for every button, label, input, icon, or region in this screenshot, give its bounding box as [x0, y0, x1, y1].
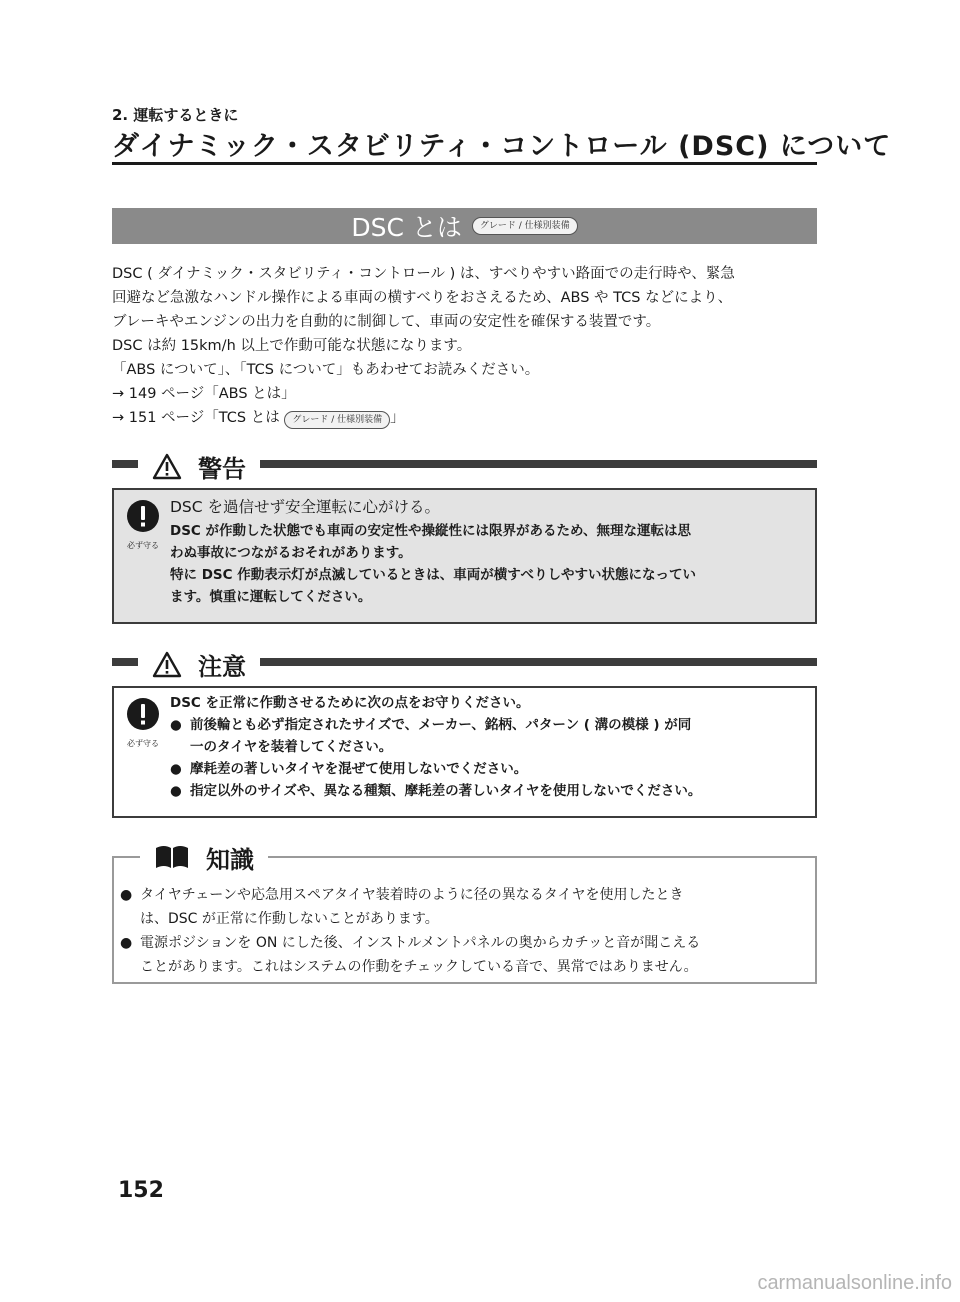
bullet-continuation: は、DSC が正常に作動しないことがあります。 [140, 911, 439, 927]
must-follow-tag: 必ず守る [127, 739, 159, 748]
chapter-heading: 2. 運転するときに [112, 106, 239, 124]
warning-line: わぬ事故につながるおそれがあります。 [170, 545, 412, 561]
warning-text [170, 496, 810, 608]
reference-text: 149 ページ「ABS とは」 [128, 386, 296, 402]
book-icon [154, 844, 190, 870]
bullet-continuation: 一のタイヤを装着してください。 [190, 739, 393, 755]
title-rule [112, 162, 817, 165]
page-reference[interactable] [112, 382, 822, 406]
grade-badge: グレード / 仕様別装備 [472, 217, 578, 235]
caution-bullet [170, 780, 810, 802]
bullet-icon: ● [120, 935, 133, 951]
caution-label: 注意 [198, 652, 246, 681]
warning-line: DSC が作動した状態でも車両の安定性や操縦性には限界があるため、無理な運転は思 [170, 523, 691, 539]
bullet-icon: ● [170, 761, 182, 777]
warning-line: ます。慎重に運転してください。 [170, 589, 372, 605]
caution-triangle-icon [152, 651, 182, 678]
caution-bullet [170, 758, 810, 780]
watermark: carmanualsonline.info [757, 1272, 952, 1294]
page-number: 152 [118, 1178, 164, 1203]
intro-line: 回避など急激なハンドル操作による車両の横すべりをおさえるため、ABS や TCS などにより、 [112, 290, 733, 306]
page-reference[interactable] [112, 406, 822, 430]
arrow-icon: → [112, 386, 125, 402]
grade-badge: グレード / 仕様別装備 [284, 411, 390, 429]
caution-text [170, 692, 810, 802]
warning-header [138, 448, 260, 484]
warning-triangle-icon [152, 453, 182, 480]
bullet-continuation: ことがあります。これはシステムの作動をチェックしている音で、異常ではありません。 [140, 959, 698, 975]
section-title: DSC とは [351, 213, 462, 242]
warning-line: 特に DSC 作動表示灯が点滅しているときは、車両が横すべりしやすい状態になってい [170, 567, 696, 583]
reference-text: 151 ページ「TCS とは [128, 410, 280, 426]
reference-close: 」 [390, 410, 405, 426]
exclamation-circle-icon [125, 498, 161, 534]
must-follow-mark [120, 696, 166, 749]
knowledge-text [120, 883, 820, 979]
knowledge-bullet [120, 931, 820, 955]
warning-lead: DSC を過信せず安全運転に心がける。 [170, 498, 441, 516]
intro-line: ブレーキやエンジンの出力を自動的に制御して、車両の安定性を確保する装置です。 [112, 314, 661, 330]
must-follow-tag: 必ず守る [127, 541, 159, 550]
bullet-text: 前後輪とも必ず指定されたサイズで、メーカー、銘柄、パターン ( 溝の模様 ) が同 [190, 717, 692, 733]
bullet-icon: ● [120, 887, 133, 903]
bullet-text: 摩耗差の著しいタイヤを混ぜて使用しないでください。 [190, 761, 528, 777]
bullet-text: 指定以外のサイズや、異なる種類、摩耗差の著しいタイヤを使用しないでください。 [190, 783, 702, 799]
intro-line: DSC ( ダイナミック・スタビリティ・コントロール ) は、すべりやすい路面での走行時や、緊急 [112, 266, 735, 282]
arrow-icon: → [112, 410, 125, 426]
knowledge-header [140, 838, 268, 876]
must-follow-mark [120, 498, 166, 551]
knowledge-bullet [120, 883, 820, 907]
bullet-text: タイヤチェーンや応急用スペアタイヤ装着時のように径の異なるタイヤを使用したとき [140, 887, 684, 903]
caution-header [138, 646, 260, 682]
knowledge-label: 知識 [206, 845, 254, 874]
page-title: ダイナミック・スタビリティ・コントロール (DSC) について [112, 131, 892, 162]
section-bar [112, 208, 817, 244]
warning-label: 警告 [198, 454, 246, 483]
intro-text [112, 262, 822, 430]
caution-bullet [170, 714, 810, 736]
caution-lead: DSC を正常に作動させるために次の点をお守りください。 [170, 695, 530, 711]
intro-line: DSC は約 15km/h 以上で作動可能な状態になります。 [112, 338, 472, 354]
exclamation-circle-icon [125, 696, 161, 732]
bullet-icon: ● [170, 783, 182, 799]
bullet-text: 電源ポジションを ON にした後、インストルメントパネルの奥からカチッと音が聞こえる [140, 935, 701, 951]
intro-line: 「ABS について」、「TCS について」もあわせてお読みください。 [112, 362, 540, 378]
bullet-icon: ● [170, 717, 182, 733]
